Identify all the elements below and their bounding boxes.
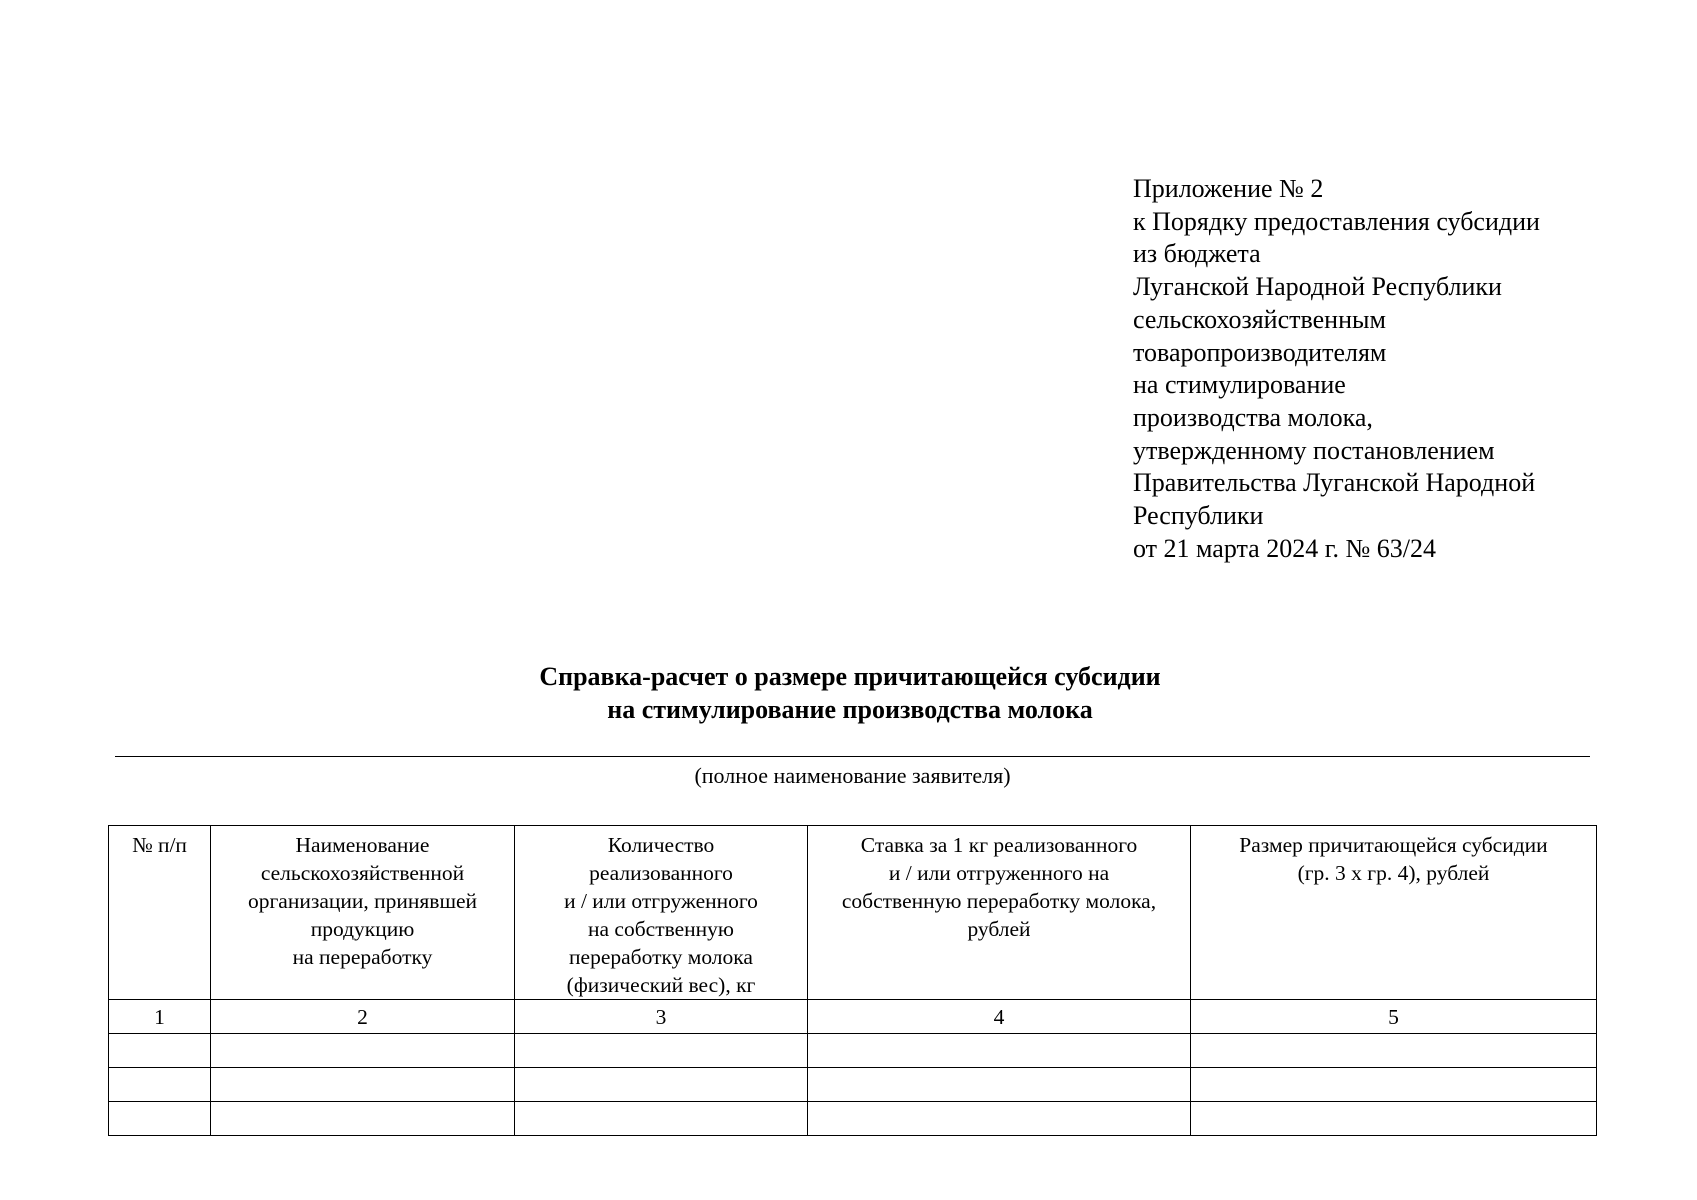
empty-cell[interactable]: [515, 1102, 808, 1136]
appendix-line: товаропроизводителям: [1133, 337, 1387, 367]
empty-cell[interactable]: [515, 1034, 808, 1068]
empty-cell[interactable]: [109, 1034, 211, 1068]
header-text: Размер причитающейся субсидии: [1239, 833, 1548, 857]
empty-cell[interactable]: [211, 1068, 515, 1102]
column-number-cell: 3: [515, 1000, 808, 1034]
empty-cell[interactable]: [211, 1102, 515, 1136]
header-text: рублей: [967, 917, 1031, 941]
column-number-cell: 1: [109, 1000, 211, 1034]
appendix-line: от 21 марта 2024 г. № 63/24: [1133, 533, 1436, 563]
header-text: и / или отгруженного: [564, 889, 758, 913]
appendix-line: утвержденному постановлением: [1133, 435, 1495, 465]
empty-cell[interactable]: [211, 1034, 515, 1068]
header-text: реализованного: [589, 861, 733, 885]
header-text: переработку молока: [569, 945, 753, 969]
column-number-cell: 5: [1191, 1000, 1597, 1034]
appendix-line: производства молока,: [1133, 402, 1373, 432]
header-text: организации, принявшей: [247, 889, 478, 913]
appendix-line: Луганской Народной Республики: [1133, 272, 1502, 302]
table-row: [109, 1034, 1597, 1068]
appendix-line: Правительства Луганской Народной: [1133, 468, 1536, 498]
header-text: собственную переработку молока,: [841, 889, 1157, 913]
header-text: и / или отгруженного на: [888, 861, 1110, 885]
header-text: (физический вес), кг: [566, 973, 756, 997]
header-text: Ставка за 1 кг реализованного: [860, 833, 1138, 857]
empty-cell[interactable]: [515, 1068, 808, 1102]
header-text: № п/п: [132, 833, 187, 857]
document-title-line: на стимулирование производства молока: [607, 695, 1093, 724]
appendix-line: из бюджета: [1133, 239, 1261, 269]
column-number-row: [109, 1000, 1597, 1034]
table-header-row: [109, 826, 1597, 1000]
header-text: на переработку: [292, 945, 433, 969]
header-text: Количество: [607, 833, 715, 857]
appendix-line: к Порядку предоставления субсидии: [1133, 206, 1540, 236]
column-number-cell: 2: [211, 1000, 515, 1034]
document-title-line: Справка-расчет о размере причитающейся субсидии: [539, 662, 1161, 691]
empty-cell[interactable]: [1191, 1102, 1597, 1136]
applicant-name-caption: (полное наименование заявителя): [694, 763, 1011, 788]
header-text: (гр. 3 х гр. 4), рублей: [1297, 861, 1490, 885]
empty-cell[interactable]: [1191, 1034, 1597, 1068]
header-organization-name: [211, 826, 515, 1000]
appendix-line: Республики: [1133, 501, 1264, 531]
empty-cell[interactable]: [808, 1068, 1191, 1102]
table-row: [109, 1102, 1597, 1136]
empty-cell[interactable]: [109, 1068, 211, 1102]
header-text: Наименование: [295, 833, 430, 857]
document-title: [100, 660, 1600, 726]
header-rate-per-kg: [808, 826, 1191, 1000]
header-row-number: [109, 826, 211, 1000]
appendix-block: [1133, 173, 1653, 565]
header-milk-quantity: [515, 826, 808, 1000]
header-subsidy-amount: [1191, 826, 1597, 1000]
appendix-line: на стимулирование: [1133, 370, 1346, 400]
header-text: продукцию: [310, 917, 415, 941]
empty-cell[interactable]: [808, 1102, 1191, 1136]
column-number-cell: 4: [808, 1000, 1191, 1034]
empty-cell[interactable]: [808, 1034, 1191, 1068]
empty-cell[interactable]: [1191, 1068, 1597, 1102]
appendix-line: Приложение № 2: [1133, 174, 1324, 203]
subsidy-calculation-table: [108, 825, 1597, 1136]
appendix-line: сельскохозяйственным: [1133, 304, 1386, 334]
table-row: [109, 1068, 1597, 1102]
applicant-name-line: [115, 756, 1590, 757]
empty-cell[interactable]: [109, 1102, 211, 1136]
header-text: сельскохозяйственной: [260, 861, 465, 885]
header-text: на собственную: [588, 917, 734, 941]
